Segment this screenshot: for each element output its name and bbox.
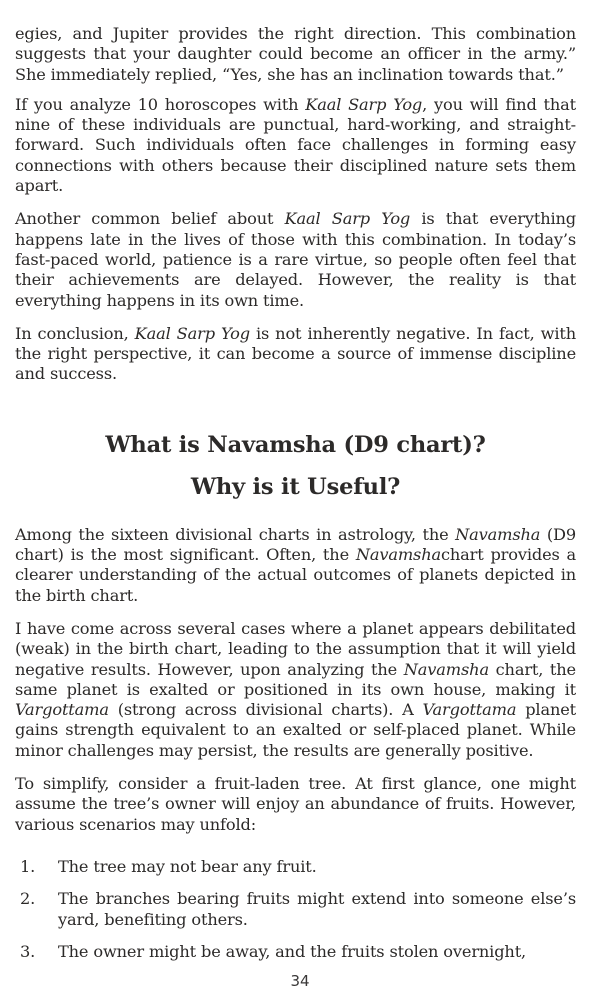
navamsha-paragraph-2 xyxy=(15,619,576,761)
text-run: If you analyze 10 horoscopes with xyxy=(15,94,306,114)
text-run: egies, and Jupiter provides the right direction. This combination suggests that your daughter could become an officer in the army.” She immediately replied, “Yes, she has an inclination towards that.” xyxy=(15,24,576,84)
text-run: In conclusion, xyxy=(15,323,135,343)
text-run: I have come across several cases where a planet appears debilitated (weak) in the birth chart, leading to the assumption that it will yield negative results. However, upon analyzing the xyxy=(15,618,576,679)
text-run: Among the sixteen divisional charts in astrology, the xyxy=(15,524,456,544)
heading-line-1: What is Navamsha (D9 chart)? xyxy=(105,431,486,458)
text-run: is not inherently negative. In fact, with the right perspective, it can become a source of immense discipline and success. xyxy=(15,323,576,384)
text-run: (D9 chart) is the most significant. Often, the xyxy=(15,524,576,565)
italic-term: Vargottama xyxy=(15,700,109,720)
list-item-text: The tree may not bear any fruit. xyxy=(58,856,317,876)
italic-term: Navamsha xyxy=(455,524,541,544)
text-run: (strong across divisional charts). A xyxy=(108,700,423,720)
intro-paragraphs xyxy=(15,24,576,385)
list-item-number: 1. xyxy=(20,856,36,876)
list-item-number: 2. xyxy=(20,889,36,909)
text-run: chart, the same planet is exalted or positioned in its own house, making it xyxy=(15,659,576,699)
text-run: chart provides a clearer understanding of the actual outcomes of planets depicted in the birth chart. xyxy=(15,545,576,605)
scenario-list xyxy=(15,857,576,962)
italic-term: Kaal Sarp Yog xyxy=(134,323,250,343)
navamsha-paragraph-3 xyxy=(15,774,576,835)
list-item-text: The branches bearing fruits might extend into someone else’s yard, benefiting others. xyxy=(58,889,576,929)
italic-term: Vargottama xyxy=(422,700,517,720)
heading-line-2: Why is it Useful? xyxy=(190,473,401,500)
italic-term: Navamsha xyxy=(355,545,441,565)
text-run: planet gains strength equivalent to an exalted or self-placed planet. While minor challenges may persist, the results are generally positive. xyxy=(15,700,577,760)
paragraph-3 xyxy=(15,209,576,310)
italic-term: Kaal Sarp Yog xyxy=(284,209,411,229)
navamsha-paragraph-1 xyxy=(15,525,576,606)
book-page xyxy=(15,24,576,974)
list-item xyxy=(15,889,576,930)
navamsha-paragraphs xyxy=(15,525,576,835)
paragraph-1 xyxy=(15,24,576,85)
text-run: Another common belief about xyxy=(15,209,285,229)
list-item-number: 3. xyxy=(20,941,36,961)
text-run: , you will find that nine of these individuals are punctual, hard-working, and straight-forward. Such individuals often face challenges in forming easy connections with others because their disciplined nature sets them apart. xyxy=(15,94,576,196)
italic-term: Kaal Sarp Yog xyxy=(305,94,423,114)
list-item xyxy=(15,857,576,877)
page-number: 34 xyxy=(290,972,310,990)
paragraph-2 xyxy=(15,95,576,196)
paragraph-4 xyxy=(15,324,576,385)
italic-term: Navamsha xyxy=(403,659,489,679)
text-run: To simplify, consider a fruit-laden tree. At first glance, one might assume the tree’s owner will enjoy an abundance of fruits. However, various scenarios may unfold: xyxy=(15,774,576,834)
text-run: is that everything happens late in the lives of those with this combination. In today’s fast-paced world, patience is a rare virtue, so people often feel that their achievements are delayed. However, the reality is that everything happens in its own time. xyxy=(15,209,577,310)
list-item-text: The owner might be away, and the fruits stolen overnight, xyxy=(58,941,527,961)
section-heading xyxy=(15,432,576,500)
list-item xyxy=(15,942,576,962)
